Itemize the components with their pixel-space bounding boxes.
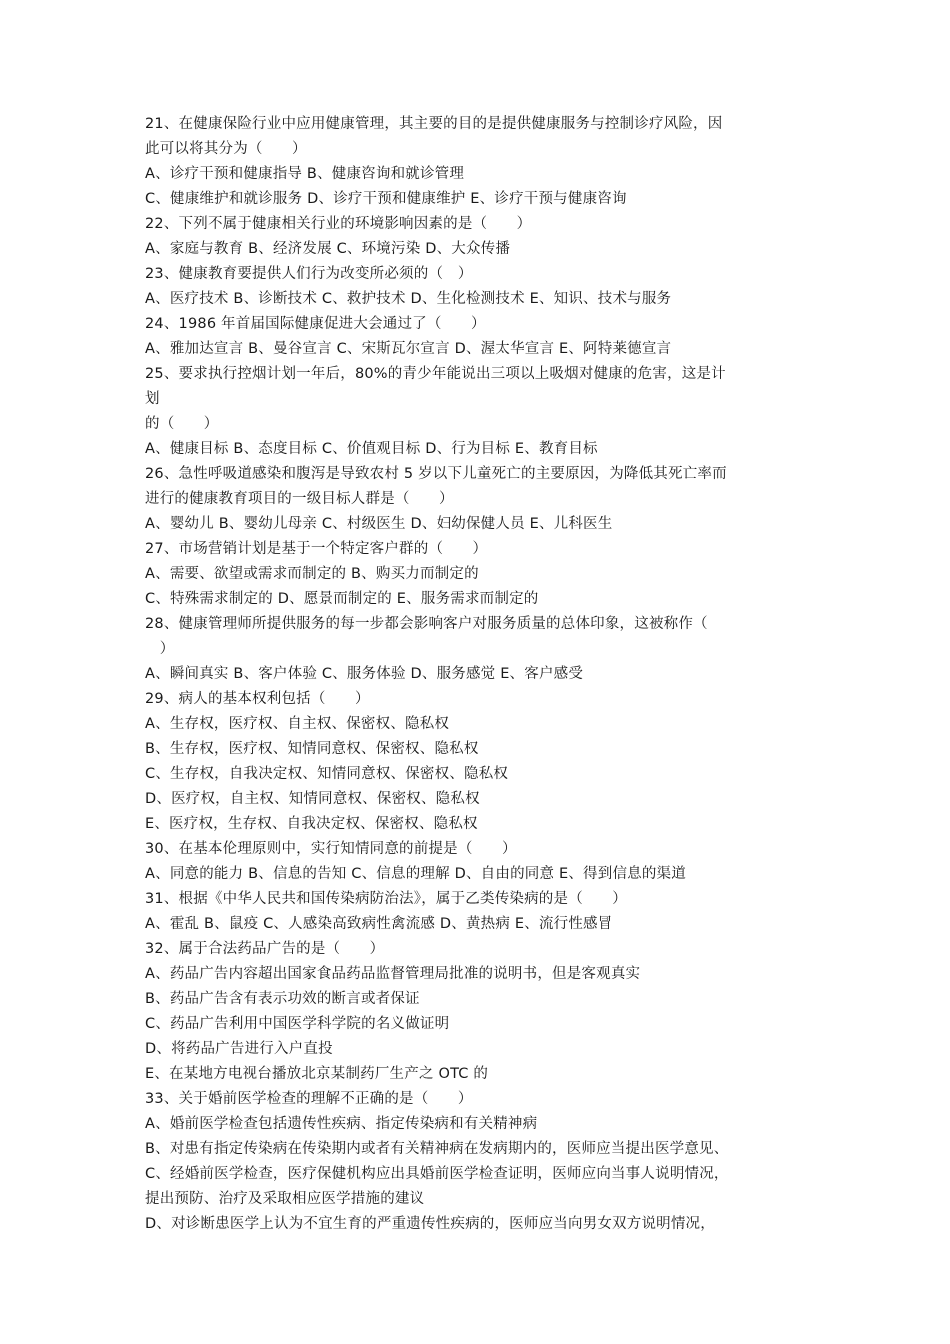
question-31-options: A、霍乱 B、鼠疫 C、人感染高致病性禽流感 D、黄热病 E、流行性感冒 bbox=[145, 916, 613, 932]
question-29-option-c: C、生存权，自我决定权、知情同意权、保密权、隐私权 bbox=[145, 766, 509, 782]
question-27-options-cont: C、特殊需求制定的 D、愿景而制定的 E、服务需求而制定的 bbox=[145, 591, 539, 607]
question-25-stem-cont: 划 bbox=[145, 391, 160, 407]
question-29-option-d: D、医疗权，自主权、知情同意权、保密权、隐私权 bbox=[145, 791, 480, 807]
question-33-option-d: D、对诊断患医学上认为不宜生育的严重遗传性疾病的，医师应当向男女双方说明情况， bbox=[145, 1216, 715, 1232]
question-22-stem: 22、下列不属于健康相关行业的环境影响因素的是（ ） bbox=[145, 216, 532, 232]
question-32-option-b: B、药品广告含有表示功效的断言或者保证 bbox=[145, 991, 420, 1007]
question-30-stem: 30、在基本伦理原则中，实行知情同意的前提是（ ） bbox=[145, 841, 517, 857]
question-26-options: A、婴幼儿 B、婴幼儿母亲 C、村级医生 D、妇幼保健人员 E、儿科医生 bbox=[145, 516, 613, 532]
question-32-stem: 32、属于合法药品广告的是（ ） bbox=[145, 941, 385, 957]
question-33-option-b: B、对患有指定传染病在传染期内或者有关精神病在发病期内的，医师应当提出医学意见、 bbox=[145, 1141, 729, 1157]
question-24-stem: 24、1986 年首届国际健康促进大会通过了（ ） bbox=[145, 316, 486, 332]
question-25-options: A、健康目标 B、态度目标 C、价值观目标 D、行为目标 E、教育目标 bbox=[145, 441, 598, 457]
question-33-option-c-cont: 提出预防、治疗及采取相应医学措施的建议 bbox=[145, 1191, 425, 1207]
question-24-options: A、雅加达宣言 B、曼谷宣言 C、宋斯瓦尔宣言 D、渥太华宣言 E、阿特莱德宣言 bbox=[145, 341, 672, 357]
question-26-stem-cont: 进行的健康教育项目的一级目标人群是（ ） bbox=[145, 491, 454, 507]
question-33-option-a: A、婚前医学检查包括遗传性疾病、指定传染病和有关精神病 bbox=[145, 1116, 538, 1132]
question-29-option-e: E、医疗权，生存权、自我决定权、保密权、隐私权 bbox=[145, 816, 478, 832]
question-21-stem: 21、在健康保险行业中应用健康管理，其主要的目的是提供健康服务与控制诊疗风险，因 bbox=[145, 116, 723, 132]
question-33-stem: 33、关于婚前医学检查的理解不正确的是（ ） bbox=[145, 1091, 473, 1107]
question-21-options-cont: C、健康维护和就诊服务 D、诊疗干预和健康维护 E、诊疗干预与健康咨询 bbox=[145, 191, 627, 207]
question-29-stem: 29、病人的基本权利包括（ ） bbox=[145, 691, 370, 707]
question-25-stem-cont: 的（ ） bbox=[145, 416, 219, 432]
question-28-options: A、瞬间真实 B、客户体验 C、服务体验 D、服务感觉 E、客户感受 bbox=[145, 666, 584, 682]
question-25-stem: 25、要求执行控烟计划一年后，80%的青少年能说出三项以上吸烟对健康的危害，这是计 bbox=[145, 366, 726, 382]
question-23-stem: 23、健康教育要提供人们行为改变所必须的（ ） bbox=[145, 266, 473, 282]
document-body bbox=[145, 112, 813, 1237]
question-31-stem: 31、根据《中华人民共和国传染病防治法》，属于乙类传染病的是（ ） bbox=[145, 891, 627, 907]
question-29-option-a: A、生存权，医疗权、自主权、保密权、隐私权 bbox=[145, 716, 450, 732]
question-23-options: A、医疗技术 B、诊断技术 C、救护技术 D、生化检测技术 E、知识、技术与服务 bbox=[145, 291, 672, 307]
question-28-stem: 28、健康管理师所提供服务的每一步都会影响客户对服务质量的总体印象，这被称作（ bbox=[145, 616, 708, 632]
question-26-stem: 26、急性呼吸道感染和腹泻是导致农村 5 岁以下儿童死亡的主要原因，为降低其死亡率而 bbox=[145, 466, 727, 482]
question-32-option-a: A、药品广告内容超出国家食品药品监督管理局批准的说明书，但是客观真实 bbox=[145, 966, 641, 982]
question-29-option-b: B、生存权，医疗权、知情同意权、保密权、隐私权 bbox=[145, 741, 479, 757]
question-21-stem-cont: 此可以将其分为（ ） bbox=[145, 141, 307, 157]
question-32-option-c: C、药品广告利用中国医学科学院的名义做证明 bbox=[145, 1016, 450, 1032]
question-28-stem-cont: ） bbox=[145, 641, 175, 657]
question-30-options: A、同意的能力 B、信息的告知 C、信息的理解 D、自由的同意 E、得到信息的渠道 bbox=[145, 866, 686, 882]
question-33-option-c: C、经婚前医学检查，医疗保健机构应出具婚前医学检查证明，医师应向当事人说明情况， bbox=[145, 1166, 729, 1182]
question-27-stem: 27、市场营销计划是基于一个特定客户群的（ ） bbox=[145, 541, 488, 557]
question-32-option-e: E、在某地方电视台播放北京某制药厂生产之 OTC 的 bbox=[145, 1066, 489, 1082]
question-32-option-d: D、将药品广告进行入户直投 bbox=[145, 1041, 333, 1057]
question-27-options: A、需要、欲望或需求而制定的 B、购买力而制定的 bbox=[145, 566, 479, 582]
question-21-options: A、诊疗干预和健康指导 B、健康咨询和就诊管理 bbox=[145, 166, 465, 182]
question-22-options: A、家庭与教育 B、经济发展 C、环境污染 D、大众传播 bbox=[145, 241, 511, 257]
